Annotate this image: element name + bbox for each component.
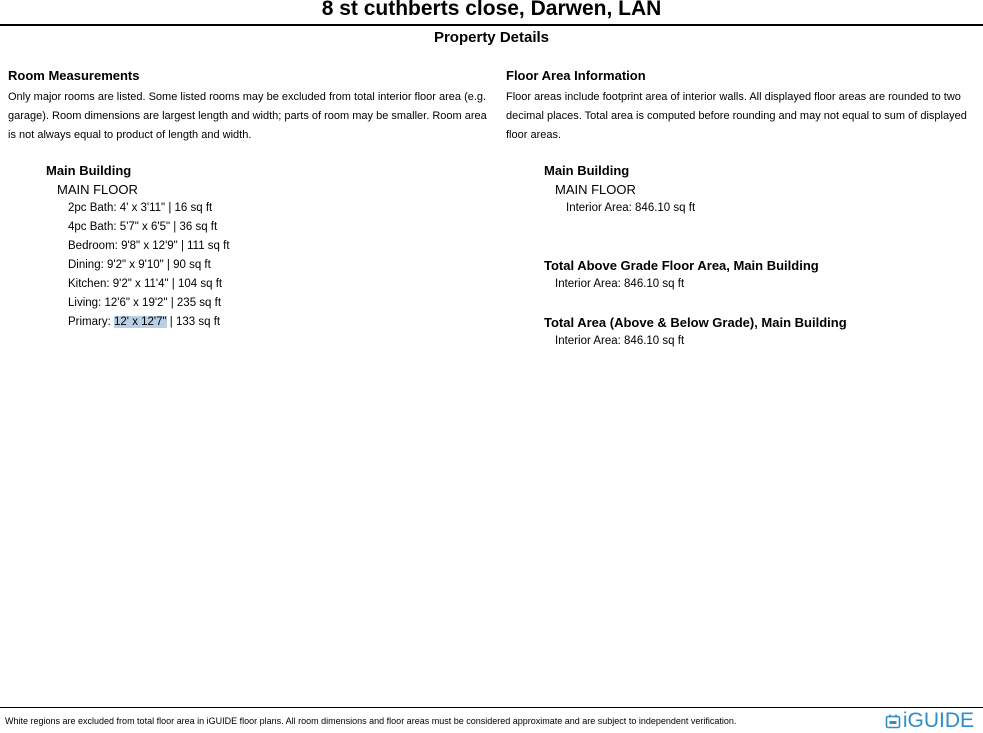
room-row[interactable] (46, 218, 230, 237)
room-measurements-description: Only major rooms are listed. Some listed rooms may be excluded from total interior floor area (e.g. garage). Room dimensions are largest length and width; parts of room may be smaller. Room area is not always equal to product of length and width. (8, 91, 487, 141)
room-area: | 90 sq ft (163, 259, 211, 271)
title-divider (0, 24, 983, 26)
room-measurements-section (8, 68, 488, 145)
floor-area-section (506, 68, 983, 145)
room-list-block (46, 161, 230, 332)
room-dims[interactable]: 9'2" x 11'4" (112, 278, 169, 290)
above-grade-heading: Total Above Grade Floor Area, Main Building (544, 258, 819, 273)
floor-interior-area: Interior Area: 846.10 sq ft (566, 202, 696, 214)
page-subtitle: Property Details (433, 29, 550, 46)
room-area: | 16 sq ft (165, 202, 213, 214)
floor-area-heading: Floor Area Information (506, 68, 646, 83)
room-row[interactable] (46, 199, 230, 218)
room-dims[interactable]: 12'6" x 19'2" (104, 297, 168, 309)
room-area: | 104 sq ft (168, 278, 223, 290)
room-dims[interactable]: 5'7" x 6'5" (119, 221, 171, 233)
room-name: Primary: (68, 316, 111, 328)
footer-divider (0, 707, 983, 708)
room-row[interactable] (46, 275, 230, 294)
room-name: Living: (68, 297, 102, 309)
above-grade-block (544, 256, 819, 294)
total-interior-area: Interior Area: 846.10 sq ft (555, 335, 685, 347)
room-dims[interactable]: 4' x 3'11" (119, 202, 166, 214)
room-dims[interactable]: 9'8" x 12'9" (121, 240, 178, 252)
room-building-heading: Main Building (46, 163, 132, 178)
room-name: Dining: (68, 259, 104, 271)
total-area-heading: Total Area (Above & Below Grade), Main Building (544, 315, 847, 330)
footer-disclaimer: White regions are excluded from total floor area in iGUIDE floor plans. All room dimensions and floor areas must be considered approximate and are subject to independent verification. (5, 716, 737, 726)
room-name: 4pc Bath: (68, 221, 117, 233)
room-area: | 133 sq ft (166, 316, 221, 328)
room-row[interactable] (46, 313, 230, 332)
floor-area-block (544, 161, 695, 218)
area-building-heading: Main Building (544, 163, 630, 178)
iguide-logo (885, 709, 974, 733)
iguide-logo-text: iGUIDE (902, 709, 974, 732)
room-name: 2pc Bath: (68, 202, 117, 214)
room-row[interactable] (46, 294, 230, 313)
room-floor-heading: MAIN FLOOR (57, 182, 138, 197)
iguide-logo-icon (885, 713, 901, 729)
floor-area-description: Floor areas include footprint area of interior walls. All displayed floor areas are rounded to two decimal places. Total area is computed before rounding and may not equal to sum of displayed floor areas. (506, 91, 967, 141)
room-dims[interactable]: 9'2" x 9'10" (107, 259, 164, 271)
room-area: | 111 sq ft (177, 240, 230, 252)
room-area: | 36 sq ft (170, 221, 218, 233)
total-area-block (544, 313, 847, 351)
area-floor-heading: MAIN FLOOR (555, 182, 636, 197)
room-name: Kitchen: (68, 278, 110, 290)
room-dims-selected[interactable]: 12' x 12'7" (114, 316, 167, 328)
room-measurements-heading: Room Measurements (8, 68, 140, 83)
room-name: Bedroom: (68, 240, 118, 252)
room-row[interactable] (46, 237, 230, 256)
above-grade-interior-area: Interior Area: 846.10 sq ft (555, 278, 685, 290)
page-title: 8 st cuthberts close, Darwen, LAN (321, 0, 662, 20)
room-row[interactable] (46, 256, 230, 275)
room-area: | 235 sq ft (167, 297, 222, 309)
